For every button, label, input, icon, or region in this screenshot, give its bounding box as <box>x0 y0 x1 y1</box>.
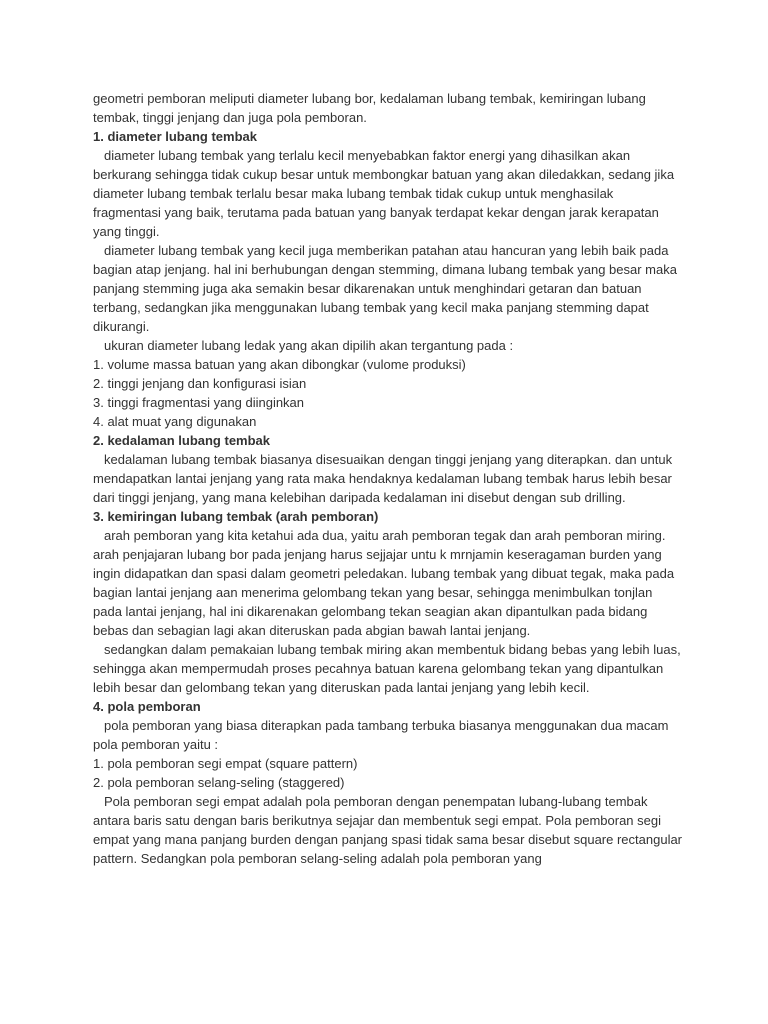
paragraph: diameter lubang tembak yang kecil juga memberikan patahan atau hancuran yang lebih baik pada bagian atap jenjang. hal ini berhubungan dengan stemming, dimana lubang tembak yang besar maka panjang stemming juga aka semakin besar dikarenakan untuk menghindari getaran dan batuan terbang, sedangkan jika menggunakan lubang tembak yang kecil maka panjang stemming dapat dikurangi. <box>93 243 677 334</box>
list-item: 1. pola pemboran segi empat (square pattern) <box>93 756 358 771</box>
section-heading-kemiringan: 3. kemiringan lubang tembak (arah pemboran) <box>93 509 379 524</box>
paragraph: pola pemboran yang biasa diterapkan pada tambang terbuka biasanya menggunakan dua macam pola pemboran yaitu : <box>93 718 669 752</box>
section-heading-diameter: 1. diameter lubang tembak <box>93 129 257 144</box>
paragraph: arah pemboran yang kita ketahui ada dua, yaitu arah pemboran tegak dan arah pemboran miring. arah penjajaran lubang bor pada jenjang harus sejjajar untu k mrnjamin keseragaman burden yang ingin didapatkan dan spasi dalam geometri peledakan. lubang tembak yang dibuat tegak, maka pada bagian lantai jenjang aan menerima gelombang tekan yang besar, sehingga menimbulkan tonjlan pada lantai jenjang, hal ini dikarenakan gelombang tekan seagian akan dipantulkan pada bidang bebas dan sebagian lagi akan diteruskan pada abgian bawah lantai jenjang. <box>93 528 675 638</box>
list-item: 2. pola pemboran selang-seling (staggered) <box>93 775 345 790</box>
paragraph: Pola pemboran segi empat adalah pola pemboran dengan penempatan lubang-lubang tembak antara baris satu dengan baris berikutnya sejajar dan membentuk segi empat. Pola pemboran segi empat yang mana panjang burden dengan panjang spasi tidak sama besar disebut square rectangular pattern. Sedangkan pola pemboran selang-seling adalah pola pemboran yang <box>93 794 683 866</box>
paragraph: sedangkan dalam pemakaian lubang tembak miring akan membentuk bidang bebas yang lebih luas, sehingga akan mempermudah proses pecahnya batuan karena gelombang tekan yang dipantulkan lebih besar dan gelombang tekan yang diteruskan pada lantai jenjang yang lebih kecil. <box>93 642 681 695</box>
list-item: 3. tinggi fragmentasi yang diinginkan <box>93 395 305 410</box>
document-page <box>93 89 683 868</box>
section-heading-kedalaman: 2. kedalaman lubang tembak <box>93 433 271 448</box>
section-heading-pola: 4. pola pemboran <box>93 699 201 714</box>
paragraph: ukuran diameter lubang ledak yang akan dipilih akan tergantung pada : <box>104 338 514 353</box>
paragraph: diameter lubang tembak yang terlalu kecil menyebabkan faktor energi yang dihasilkan akan berkurang sehingga tidak cukup besar untuk membongkar batuan yang akan diledakkan, sedang jika diameter lubang tembak terlalu besar maka lubang tembak tidak cukup untuk menghasilak fragmentasi yang baik, terutama pada batuan yang banyak terdapat kekar dengan jarak kerapatan yang tinggi. <box>93 148 675 239</box>
list-item: 2. tinggi jenjang dan konfigurasi isian <box>93 376 307 391</box>
intro-paragraph: geometri pemboran meliputi diameter lubang bor, kedalaman lubang tembak, kemiringan lubang tembak, tinggi jenjang dan juga pola pemboran. <box>93 91 646 125</box>
list-item: 1. volume massa batuan yang akan dibongkar (vulome produksi) <box>93 357 466 372</box>
paragraph: kedalaman lubang tembak biasanya disesuaikan dengan tinggi jenjang yang diterapkan. dan untuk mendapatkan lantai jenjang yang rata maka hendaknya kedalaman lubang tembak harus lebih besar dari tinggi jenjang, yang mana kelebihan daripada kedalaman ini disebut dengan sub drilling. <box>93 452 673 505</box>
list-item: 4. alat muat yang digunakan <box>93 414 257 429</box>
